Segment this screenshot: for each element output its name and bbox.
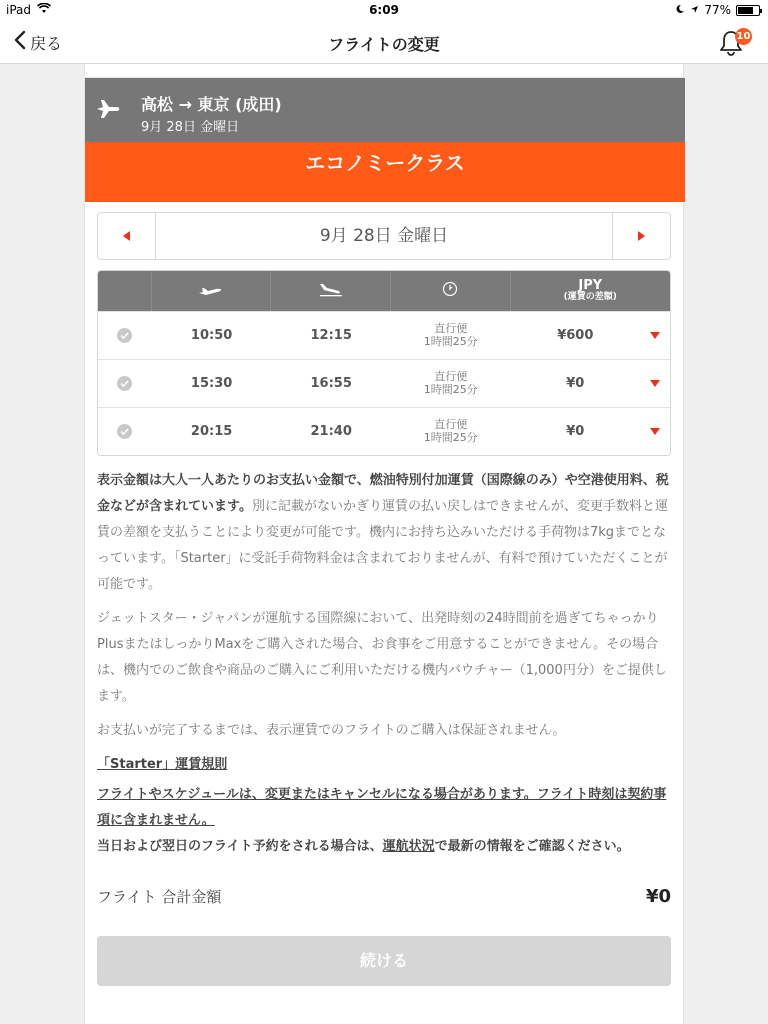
clock-icon: [442, 281, 458, 301]
date-selector: [97, 212, 671, 260]
notes-bold-text: 表示金額は大人一人あたりのお支払い金額で、燃油特別付加運賃（国際線のみ）や空港使用料、税金などが含まれています。: [97, 473, 669, 514]
flight-status-prefix: 当日および翌日のフライト予約をされる場合は、: [97, 839, 383, 854]
next-date-button[interactable]: [612, 213, 670, 259]
divider: [85, 64, 683, 78]
fare-class-banner: エコノミークラス: [85, 142, 685, 202]
landing-icon: [318, 281, 344, 301]
page-title: フライトの変更: [328, 35, 440, 54]
arrival-time: 21:40: [310, 424, 352, 439]
duration-cell: [391, 323, 511, 347]
flight-row[interactable]: [98, 311, 670, 359]
flight-duration: 1時間25分: [423, 334, 478, 348]
nav-bar: [0, 20, 768, 64]
header-duration: [391, 271, 511, 311]
flight-duration: 1時間25分: [423, 430, 478, 444]
takeoff-icon: [198, 282, 224, 301]
fare-difference: ¥600: [557, 328, 594, 343]
chevron-down-icon: [650, 380, 660, 387]
expand-button[interactable]: [640, 380, 670, 387]
selected-date: 9月 28日 金曜日: [319, 226, 449, 246]
arrow-left-icon: [123, 231, 130, 241]
arrival-time: 12:15: [310, 328, 352, 343]
previous-date-button[interactable]: [98, 213, 156, 259]
notes-text: 別に記載がないかぎり運賃の払い戻しはできませんが、変更手数料と運賃の差額を支払うことにより変更が可能です。機内にお持ち込みいただける手荷物は7kgまでとなっています。「Starter」に受託手荷物料金は含まれておりませんが、有料で預けていただくことが可能です。: [97, 499, 668, 592]
clock: 6:09: [369, 3, 399, 17]
flight-date: 9月 28日 金曜日: [141, 120, 240, 135]
airplane-icon: [95, 95, 123, 123]
departure-time: 20:15: [190, 424, 233, 439]
moon-icon: [675, 3, 685, 17]
flight-type: 直行便: [434, 370, 468, 384]
total-value: ¥0: [645, 886, 671, 907]
location-icon: [690, 3, 699, 17]
notes-paragraph-3: お支払いが完了するまでは、表示運賃でのフライトのご購入は保証されません。: [97, 723, 566, 738]
header-select: [98, 271, 152, 311]
flight-duration: 1時間25分: [423, 382, 478, 396]
header-departure: [152, 271, 272, 311]
checkmark-icon: [117, 328, 132, 343]
expand-button[interactable]: [640, 332, 670, 339]
battery-percent: 77%: [704, 3, 731, 17]
fare-rules-link[interactable]: 「Starter」運賃規則: [97, 757, 228, 772]
departure-time: 10:50: [190, 328, 233, 343]
expand-button[interactable]: [640, 428, 670, 435]
flight-change-card: [84, 64, 684, 1024]
arrival-time: 16:55: [310, 376, 352, 391]
total-amount-row: [97, 886, 671, 907]
notification-badge: 10: [735, 28, 752, 45]
currency-sub-label: (運賃の差額): [563, 292, 617, 303]
table-header: [98, 271, 670, 311]
total-label: フライト 合計金額: [97, 888, 222, 906]
flight-table: [97, 270, 671, 456]
flight-row[interactable]: [98, 407, 670, 455]
header-fare: [511, 271, 670, 311]
notes-paragraph-1: [97, 468, 673, 598]
row-select[interactable]: [98, 424, 152, 439]
fare-difference: ¥0: [566, 376, 585, 391]
departure-time: 15:30: [190, 376, 233, 391]
row-select[interactable]: [98, 328, 152, 343]
fare-notes: [97, 468, 673, 868]
battery-icon: [736, 5, 760, 16]
flight-type: 直行便: [434, 322, 468, 336]
route: 高松 → 東京 (成田): [141, 95, 282, 114]
chevron-down-icon: [650, 428, 660, 435]
flight-type: 直行便: [434, 418, 468, 432]
flight-header: [85, 78, 685, 142]
checkmark-icon: [117, 424, 132, 439]
duration-cell: [391, 371, 511, 395]
device-label: iPad: [6, 3, 32, 17]
header-arrival: [271, 271, 391, 311]
fare-difference: ¥0: [566, 424, 585, 439]
currency-label: JPY: [578, 277, 603, 293]
flight-row[interactable]: [98, 359, 670, 407]
duration-cell: [391, 419, 511, 443]
continue-button[interactable]: 続ける: [97, 936, 671, 986]
flight-status-link[interactable]: 運航状況: [382, 839, 435, 854]
schedule-warning-link[interactable]: フライトやスケジュールは、変更またはキャンセルになる場合があります。フライト時刻は契約事項に含まれません。: [97, 787, 667, 828]
arrow-right-icon: [638, 231, 645, 241]
back-label: 戻る: [30, 33, 63, 53]
status-bar: [0, 0, 768, 20]
chevron-down-icon: [650, 332, 660, 339]
row-select[interactable]: [98, 376, 152, 391]
notifications-button[interactable]: [718, 28, 751, 58]
checkmark-icon: [117, 376, 132, 391]
notes-paragraph-2: ジェットスター・ジャパンが運航する国際線において、出発時刻の24時間前を過ぎてちゃっかりPlusまたはしっかりMaxをご購入された場合、お食事をご用意することができません。その場合は、機内でのご飲食や商品のご購入にご利用いただける機内バウチャー（1,000円分）をご提供します。: [97, 611, 667, 704]
flight-status-note: [97, 834, 673, 860]
flight-status-suffix: で最新の情報をご確認ください。: [434, 839, 630, 854]
